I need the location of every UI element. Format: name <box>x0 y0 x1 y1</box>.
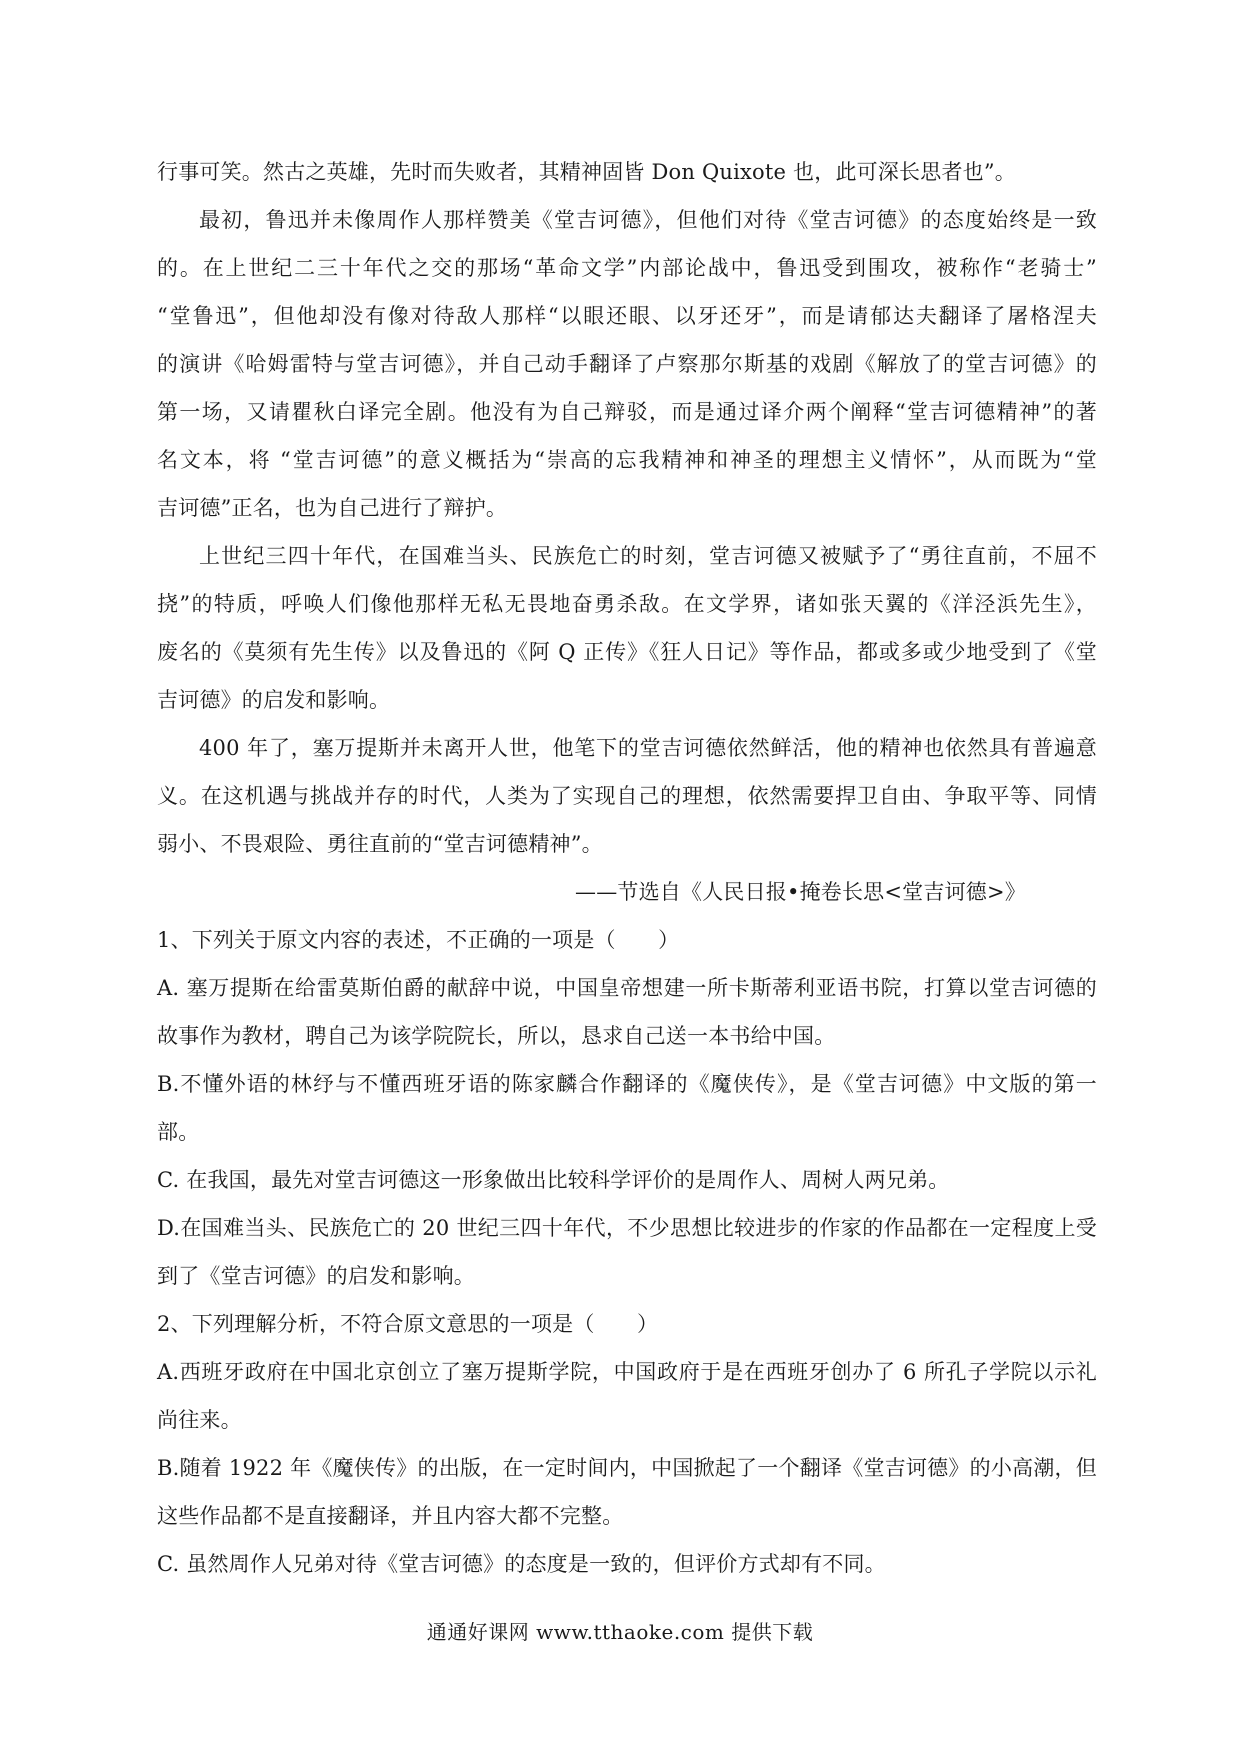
question-2-option-c: C. 虽然周作人兄弟对待《堂吉诃德》的态度是一致的，但评价方式却有不同。 <box>157 1552 886 1576</box>
question-1-option-d: D.在国难当头、民族危亡的 20 世纪三四十年代，不少思想比较进步的作家的作品都在一定程度上受 <box>157 1216 1097 1240</box>
paragraph-line: 的演讲《哈姆雷特与堂吉诃德》，并自己动手翻译了卢察那尔斯基的戏剧《解放了的堂吉诃德》的 <box>157 352 1097 376</box>
paragraph-line: “堂鲁迅”，但他却没有像对待敌人那样“以眼还眼、以牙还牙”，而是请郁达夫翻译了屠格涅夫 <box>157 304 1097 328</box>
question-1-option-d-cont: 到了《堂吉诃德》的启发和影响。 <box>157 1264 475 1288</box>
paragraph-line: 废名的《莫须有先生传》以及鲁迅的《阿 Q 正传》《狂人日记》等作品，都或多或少地受到了《堂 <box>157 640 1097 664</box>
question-2-option-a: A.西班牙政府在中国北京创立了塞万提斯学院，中国政府于是在西班牙创办了 6 所孔子学院以示礼 <box>157 1360 1097 1384</box>
paragraph-line: 上世纪三四十年代，在国难当头、民族危亡的时刻，堂吉诃德又被赋予了“勇往直前，不屈不 <box>199 544 1097 568</box>
paragraph-line: 名文本，将 “堂吉诃德”的意义概括为“崇高的忘我精神和神圣的理想主义情怀”，从而既为“堂 <box>157 448 1097 472</box>
question-1-stem: 1、下列关于原文内容的表述，不正确的一项是（ ） <box>157 928 680 952</box>
paragraph-line: 400 年了，塞万提斯并未离开人世，他笔下的堂吉诃德依然鲜活，他的精神也依然具有普遍意 <box>199 736 1097 760</box>
question-2-option-a-cont: 尚往来。 <box>157 1408 242 1432</box>
text-line: 行事可笑。然古之英雄，先时而失败者，其精神固皆 Don Quixote 也，此可深长思者也”。 <box>157 160 1016 184</box>
question-2-stem: 2、下列理解分析，不符合原文意思的一项是（ ） <box>157 1312 659 1336</box>
question-1-option-c: C. 在我国，最先对堂吉诃德这一形象做出比较科学评价的是周作人、周树人两兄弟。 <box>157 1168 950 1192</box>
question-1-option-b-cont: 部。 <box>157 1120 200 1144</box>
paragraph-line: 的。在上世纪二三十年代之交的那场“革命文学”内部论战中，鲁迅受到围攻，被称作“老骑士” <box>157 256 1097 280</box>
page-footer: 通通好课网 www.tthaoke.com 提供下载 <box>426 1620 814 1644</box>
paragraph-line: 弱小、不畏艰险、勇往直前的“堂吉诃德精神”。 <box>157 832 603 856</box>
paragraph-line: 第一场，又请瞿秋白译完全剧。他没有为自己辩驳，而是通过译介两个阐释“堂吉诃德精神”的著 <box>157 400 1097 424</box>
question-2-option-b: B.随着 1922 年《魔侠传》的出版，在一定时间内，中国掀起了一个翻译《堂吉诃德》的小高潮，但 <box>157 1456 1097 1480</box>
paragraph-line: 吉诃德”正名，也为自己进行了辩护。 <box>157 496 508 520</box>
question-1-option-b: B.不懂外语的林纾与不懂西班牙语的陈家麟合作翻译的《魔侠传》，是《堂吉诃德》中文版的第一 <box>157 1072 1097 1096</box>
paragraph-line: 挠”的特质，呼唤人们像他那样无私无畏地奋勇杀敌。在文学界，诸如张天翼的《洋泾浜先生》， <box>157 592 1097 616</box>
question-2-option-b-cont: 这些作品都不是直接翻译，并且内容大都不完整。 <box>157 1504 624 1528</box>
paragraph-line: 吉诃德》的启发和影响。 <box>157 688 391 712</box>
question-1-option-a: A. 塞万提斯在给雷莫斯伯爵的献辞中说，中国皇帝想建一所卡斯蒂利亚语书院，打算以堂吉诃德的 <box>157 976 1097 1000</box>
document-body <box>157 148 1097 1588</box>
paragraph-line: 最初，鲁迅并未像周作人那样赞美《堂吉诃德》，但他们对待《堂吉诃德》的态度始终是一致 <box>199 208 1097 232</box>
source-citation: ——节选自《人民日报•掩卷长思<堂吉诃德>》 <box>575 880 1026 904</box>
paragraph-line: 义。在这机遇与挑战并存的时代，人类为了实现自己的理想，依然需要捍卫自由、争取平等、同情 <box>157 784 1097 808</box>
question-1-option-a-cont: 故事作为教材，聘自己为该学院院长，所以，恳求自己送一本书给中国。 <box>157 1024 836 1048</box>
